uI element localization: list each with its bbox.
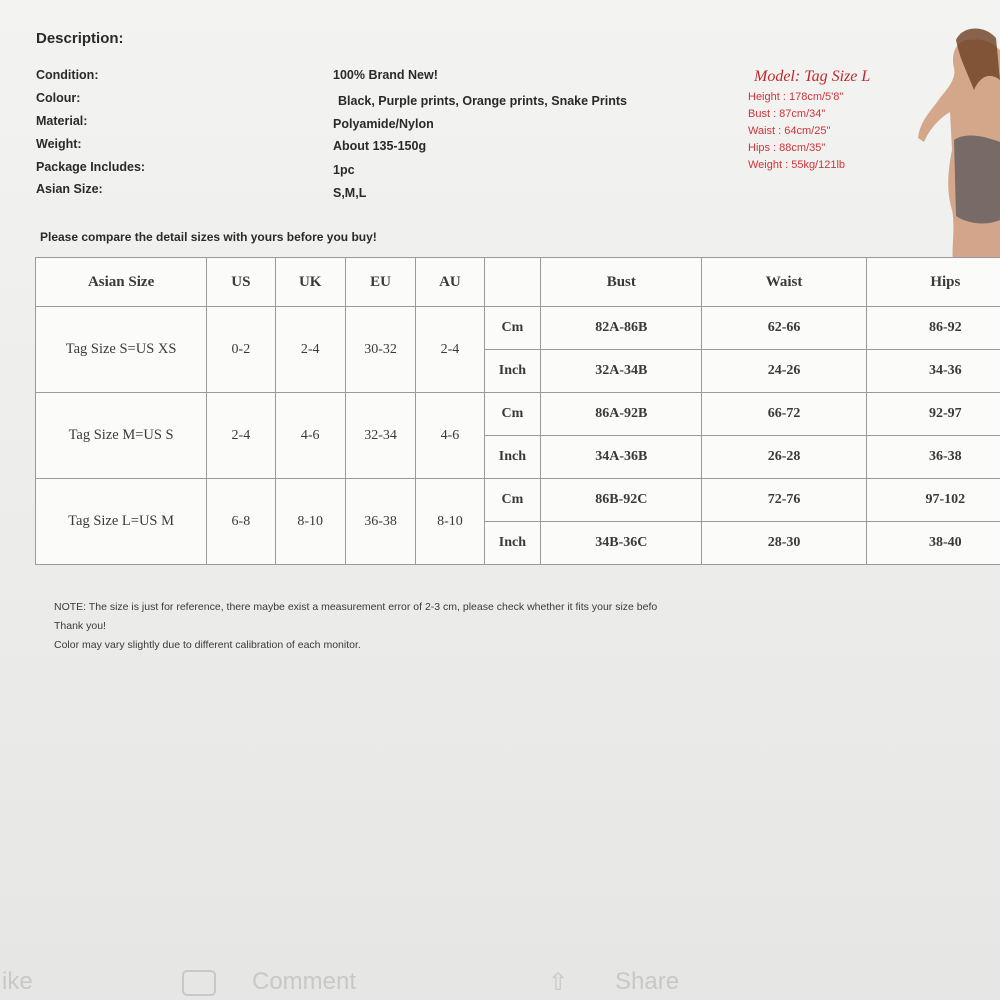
model-hips: Hips : 88cm/35" [748, 142, 826, 154]
waist-cell: 26-28 [702, 436, 866, 479]
social-action-bar [0, 962, 1000, 1000]
bust-cell: 82A-86B [541, 307, 702, 350]
spec-label-material: Material: [36, 114, 88, 128]
au-size: 2-4 [416, 307, 484, 393]
model-height: Height : 178cm/5'8" [748, 91, 844, 103]
hips-cell: 38-40 [866, 522, 1000, 565]
table-row [36, 479, 1000, 522]
au-size: 4-6 [416, 393, 484, 479]
bust-cell: 86A-92B [541, 393, 702, 436]
waist-cell: 66-72 [702, 393, 866, 436]
note-thanks: Thank you! [54, 620, 106, 632]
spec-value-weight: About 135-150g [333, 139, 427, 153]
spec-label-condition: Condition: [36, 68, 99, 82]
hips-cell: 92-97 [866, 393, 1000, 436]
eu-size: 32-34 [345, 393, 415, 479]
spec-label-colour: Colour: [36, 91, 81, 105]
unit-cell: Cm [484, 479, 541, 522]
spec-label-weight: Weight: [36, 137, 82, 151]
spec-value-condition: 100% Brand New! [333, 68, 438, 82]
spec-label-asian-size: Asian Size: [36, 182, 103, 196]
eu-size: 36-38 [345, 479, 415, 565]
unit-cell: Inch [484, 436, 541, 479]
compare-instruction: Please compare the detail sizes with yours before you buy! [40, 230, 377, 244]
header-us: US [207, 258, 275, 307]
model-waist: Waist : 64cm/25" [748, 125, 831, 137]
table-row [36, 307, 1000, 350]
spec-label-package: Package Includes: [36, 160, 146, 174]
note-measurement: NOTE: The size is just for reference, there maybe exist a measurement error of 2-3 cm, please check whether it fits your size befo [54, 601, 658, 613]
eu-size: 30-32 [345, 307, 415, 393]
unit-cell: Cm [484, 307, 541, 350]
hips-cell: 97-102 [866, 479, 1000, 522]
model-photo [910, 20, 1000, 270]
au-size: 8-10 [416, 479, 484, 565]
size-group-name: Tag Size M=US S [36, 393, 207, 479]
header-unit [484, 258, 541, 307]
model-title: Model: Tag Size L [754, 68, 871, 85]
hips-cell: 36-38 [866, 436, 1000, 479]
header-asian-size: Asian Size [36, 258, 207, 307]
waist-cell: 62-66 [702, 307, 866, 350]
model-bust: Bust : 87cm/34" [748, 108, 826, 120]
bust-cell: 32A-34B [541, 350, 702, 393]
bust-cell: 86B-92C [541, 479, 702, 522]
description-title: Description: [36, 30, 124, 47]
bust-cell: 34A-36B [541, 436, 702, 479]
waist-cell: 72-76 [702, 479, 866, 522]
header-eu: EU [345, 258, 415, 307]
spec-value-package: 1pc [333, 163, 355, 177]
spec-value-asian-size: S,M,L [333, 186, 367, 200]
hips-cell: 34-36 [866, 350, 1000, 393]
waist-cell: 28-30 [702, 522, 866, 565]
spec-value-material: Polyamide/Nylon [333, 117, 434, 131]
table-row [36, 393, 1000, 436]
size-chart [35, 257, 1000, 565]
unit-cell: Inch [484, 350, 541, 393]
header-uk: UK [275, 258, 345, 307]
us-size: 2-4 [207, 393, 275, 479]
size-group-name: Tag Size S=US XS [36, 307, 207, 393]
share-icon[interactable]: ⇧ [548, 969, 569, 996]
uk-size: 8-10 [275, 479, 345, 565]
share-button[interactable]: Share [615, 968, 680, 995]
header-row [36, 258, 1000, 307]
comment-button[interactable]: Comment [252, 968, 357, 995]
spec-value-colour: Black, Purple prints, Orange prints, Snake Prints [338, 94, 627, 108]
comment-icon[interactable] [182, 970, 216, 996]
header-au: AU [416, 258, 484, 307]
header-hips: Hips [866, 258, 1000, 307]
hips-cell: 86-92 [866, 307, 1000, 350]
us-size: 0-2 [207, 307, 275, 393]
like-button[interactable]: ike [2, 968, 33, 995]
note-color: Color may vary slightly due to different calibration of each monitor. [54, 639, 361, 651]
size-group-name: Tag Size L=US M [36, 479, 207, 565]
bust-cell: 34B-36C [541, 522, 702, 565]
model-weight: Weight : 55kg/121lb [748, 159, 846, 171]
unit-cell: Cm [484, 393, 541, 436]
notes [54, 598, 657, 655]
uk-size: 4-6 [275, 393, 345, 479]
header-waist: Waist [702, 258, 866, 307]
us-size: 6-8 [207, 479, 275, 565]
header-bust: Bust [541, 258, 702, 307]
waist-cell: 24-26 [702, 350, 866, 393]
unit-cell: Inch [484, 522, 541, 565]
uk-size: 2-4 [275, 307, 345, 393]
